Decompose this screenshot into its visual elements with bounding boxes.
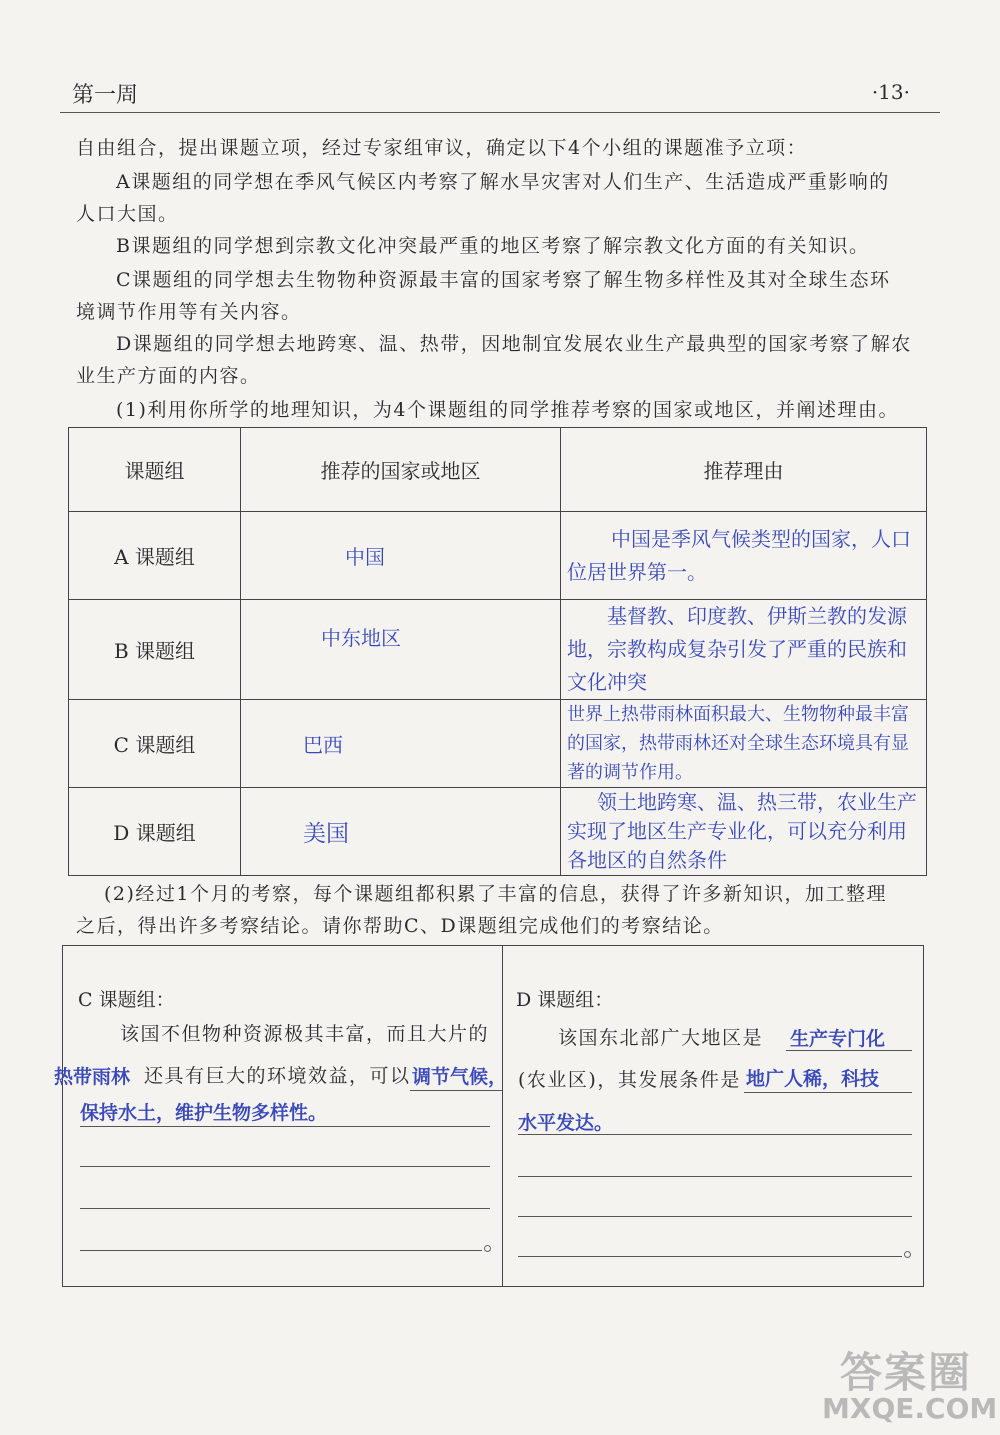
answer-line [80, 1126, 490, 1127]
c-group-text1: 该国不但物种资源极其丰富，而且大片的 [120, 1023, 490, 1045]
answer-line [410, 1090, 502, 1091]
d-answer-region: 生产专门化 [790, 1028, 886, 1050]
conclusion-divider [502, 945, 503, 1287]
answer-line [80, 1166, 490, 1167]
group-cell: D 课题组 [69, 788, 241, 876]
c-group-text2: 还具有巨大的环境效益，可以 [144, 1065, 411, 1087]
d-group-text2: (农业区)，其发展条件是 [518, 1069, 741, 1091]
section-title: 第一周 [72, 83, 139, 108]
c-answer-rainforest: 热带雨林 [54, 1066, 131, 1088]
end-mark [484, 1245, 491, 1252]
item-d-line1: D课题组的同学想去地跨寒、温、热带，因地制宜发展农业生产最典型的国家考察了解农 [116, 333, 912, 355]
header-rule [60, 112, 940, 113]
c-answer-conclusion: 保持水土，维护生物多样性。 [80, 1102, 328, 1124]
table-row [69, 600, 927, 700]
reason-answer: 世界上热带雨林面积最大、生物物种最丰富的国家，热带雨林还对全球生态环境具有显著的调节作用。 [561, 700, 927, 788]
country-answer: 美国 [241, 788, 561, 876]
question-1: (1)利用你所学的地理知识，为4个课题组的同学推荐考察的国家或地区，并阐述理由。 [116, 399, 900, 421]
item-c-line2: 境调节作用等有关内容。 [76, 301, 302, 323]
watermark-logo: 答案圈 [840, 1348, 973, 1397]
reason-answer: 中国是季风气候类型的国家，人口位居世界第一。 [561, 512, 927, 600]
d-group-text1: 该国东北部广大地区是 [558, 1027, 764, 1049]
country-answer: 巴西 [241, 700, 561, 788]
country-answer: 中东地区 [241, 600, 561, 700]
d-answer-conclusion: 水平发达。 [518, 1112, 614, 1134]
header-country: 推荐的国家或地区 [241, 428, 561, 512]
group-cell: B 课题组 [69, 600, 241, 700]
answer-line [518, 1256, 902, 1257]
table-row [69, 788, 927, 876]
group-cell: A 课题组 [69, 512, 241, 600]
end-mark [904, 1251, 911, 1258]
answer-line [518, 1176, 912, 1177]
item-d-line2: 业生产方面的内容。 [76, 365, 261, 387]
answer-line [518, 1134, 912, 1135]
c-group-title: C 课题组： [78, 989, 175, 1011]
question-2-line1: (2)经过1个月的考察，每个课题组都积累了丰富的信息，获得了许多新知识，加工整理 [104, 883, 888, 905]
d-group-title: D 课题组： [516, 989, 614, 1011]
answer-line [80, 1250, 482, 1251]
page-number: ·13· [871, 80, 910, 104]
reason-answer: 基督教、印度教、伊斯兰教的发源地，宗教构成复杂引发了严重的民族和文化冲突 [561, 600, 927, 700]
answer-line [786, 1050, 912, 1051]
item-c-line1: C课题组的同学想去生物物种资源最丰富的国家考察了解生物多样性及其对全球生态环 [116, 269, 891, 291]
table-row [69, 512, 927, 600]
recommendation-table [68, 427, 927, 876]
d-answer-conditions: 地广人稀，科技 [746, 1068, 880, 1090]
item-a-line2: 人口大国。 [76, 203, 179, 225]
reason-answer: 领土地跨寒、温、热三带，农业生产实现了地区生产专业化，可以充分利用各地区的自然条件 [561, 788, 927, 876]
table-header-row [69, 428, 927, 512]
item-a-line1: A课题组的同学想在季风气候区内考察了解水旱灾害对人们生产、生活造成严重影响的 [116, 171, 890, 193]
c-answer-climate: 调节气候， [412, 1066, 508, 1088]
question-2-line2: 之后，得出许多考察结论。请你帮助C、D课题组完成他们的考察结论。 [76, 915, 724, 937]
intro-text: 自由组合，提出课题立项，经过专家组审议，确定以下4个小组的课题准予立项： [76, 137, 808, 159]
watermark-url: MXQE.COM [822, 1392, 998, 1425]
group-cell: C 课题组 [69, 700, 241, 788]
answer-line [518, 1216, 912, 1217]
header-group: 课题组 [69, 428, 241, 512]
table-row [69, 700, 927, 788]
country-answer: 中国 [241, 512, 561, 600]
item-b-line1: B课题组的同学想到宗教文化冲突最严重的地区考察了解宗教文化方面的有关知识。 [116, 235, 870, 257]
answer-line [80, 1208, 490, 1209]
header-reason: 推荐理由 [561, 428, 927, 512]
answer-line [744, 1092, 912, 1093]
